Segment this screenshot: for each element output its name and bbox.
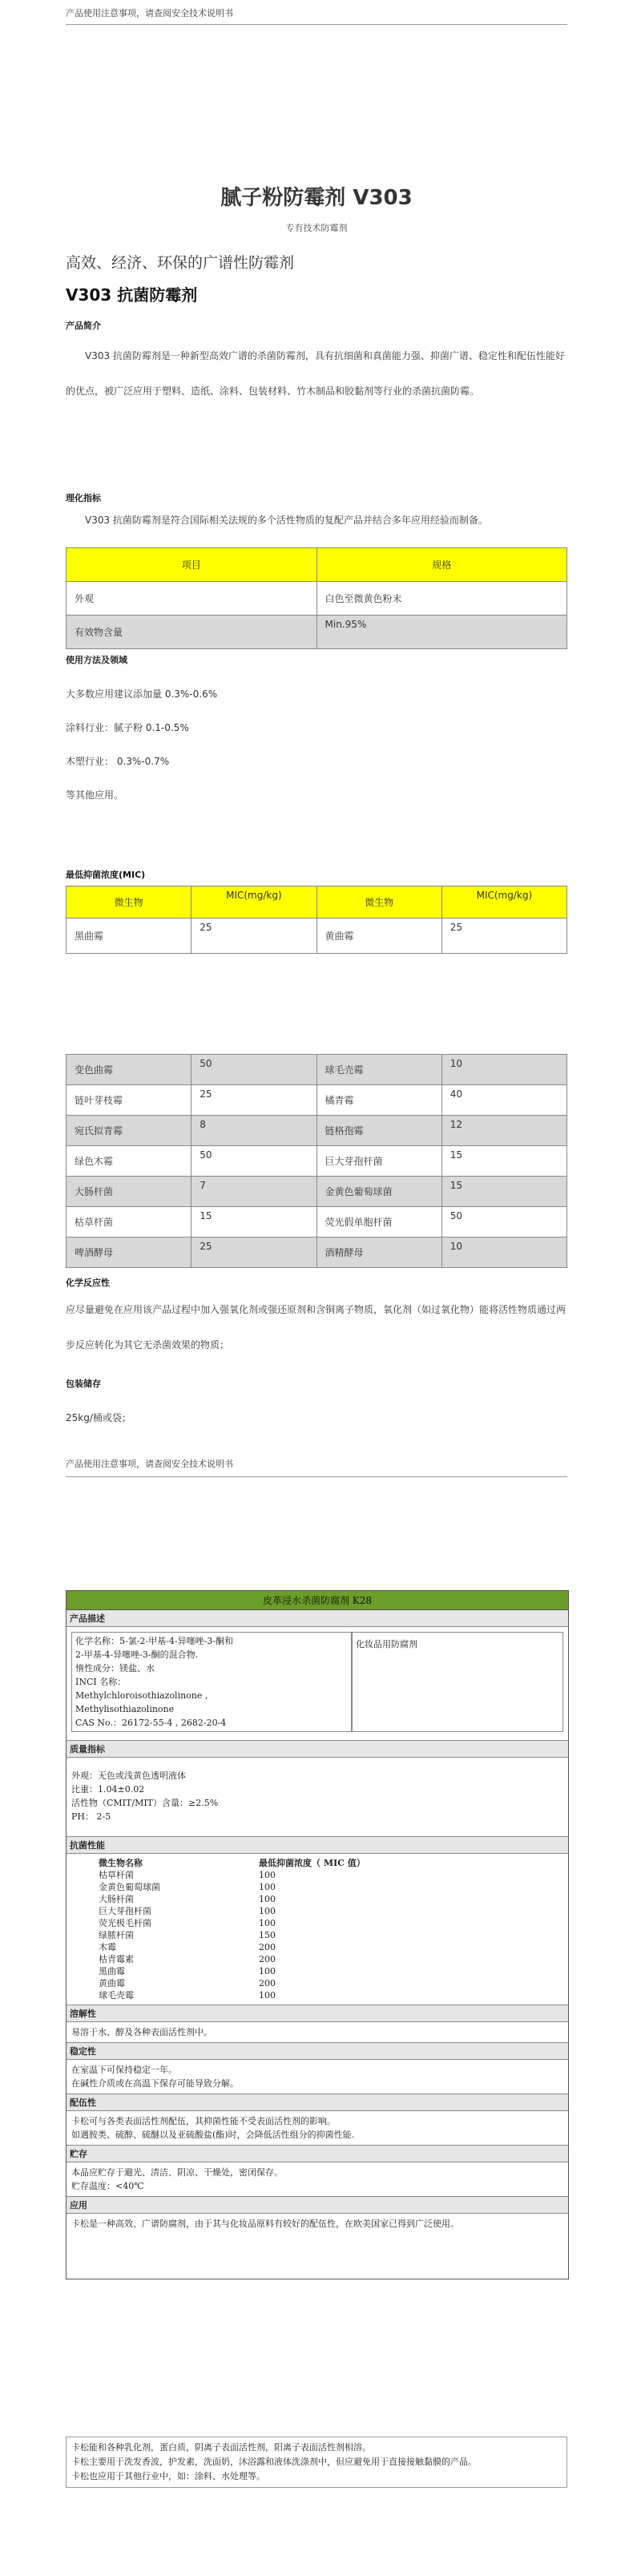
k28-datasheet [66, 1590, 569, 2279]
mic-cell: 15 [192, 1207, 316, 1238]
k28-footer-line: 卡松主要用于洗发香波，护发素，洗面奶，沐浴露和液体洗涤剂中，但应避免用于直接接触黏膜的产品。 [71, 2457, 477, 2467]
k28-antimicrobial-row [99, 1989, 563, 2001]
k28-mic: 100 [259, 1990, 276, 2001]
k28-storage-label: 贮存 [67, 2145, 568, 2162]
k28-antimicrobial-row [99, 1965, 563, 1977]
k28-mic: 100 [259, 1882, 276, 1892]
mic-cell: 8 [192, 1116, 316, 1146]
mic-header: 微生物 [67, 886, 192, 919]
k28-desc-label: 产品描述 [67, 1610, 568, 1627]
k28-col-organism: 微生物名称 [99, 1858, 143, 1868]
k28-organism: 绿脓杆菌 [99, 1930, 134, 1940]
k28-mic: 150 [259, 1930, 276, 1940]
k28-organism: 枯青霉素 [99, 1954, 134, 1964]
physchem-table [66, 547, 567, 649]
mic-cell: 10 [441, 1238, 566, 1268]
k28-application-label: 应用 [67, 2196, 568, 2214]
k28-antimicrobial-row [99, 1929, 563, 1941]
mic-cell: 荧光假单胞杆菌 [316, 1207, 441, 1238]
k28-desc-line: 2-甲基-4-异噻唑-3-酮的混合物. [75, 1649, 199, 1660]
page-title: 腻子粉防霉剂 V303 [220, 186, 413, 210]
k28-mic: 100 [259, 1966, 276, 1976]
k28-compat-line: 卡松可与各类表面活性剂配伍，其抑菌性能不受表面活性剂的影响。 [71, 2116, 336, 2126]
k28-antimicrobial-row [99, 1953, 563, 1965]
k28-antimicrobial-row [99, 1977, 563, 1989]
k28-desc-line: 化学名称：5-氯-2-甲基-4-异噻唑-3-酮和 [75, 1636, 234, 1646]
mic-cell: 酒精酵母 [316, 1238, 441, 1268]
k28-quality-block [67, 1758, 568, 1836]
mic-label: 最低抑菌浓度(MIC) [66, 870, 146, 880]
mic-cell: 50 [192, 1055, 316, 1085]
storage-label: 包装储存 [66, 1379, 101, 1389]
mic-cell: 25 [192, 1085, 316, 1116]
mic-cell: 7 [192, 1177, 316, 1207]
k28-compat-line: 如遇胺类、硫醇、硫醚以及亚硫酸盐(酯)时，会降低活性组分的抑菌性能. [71, 2130, 355, 2140]
mic-cell: 宛氏拟青霉 [67, 1116, 192, 1146]
k28-footer-line: 卡松能和各种乳化剂，蛋白质，阴离子表面活性剂，阳离子表面活性剂相溶。 [71, 2442, 371, 2453]
mic-cell: 25 [192, 919, 316, 954]
k28-desc-line: CAS No.：26172-55-4 , 2682-20-4 [75, 1718, 227, 1728]
mic-cell: 啤酒酵母 [67, 1238, 192, 1268]
mic-cell: 10 [441, 1055, 566, 1085]
k28-organism: 巨大芽孢杆菌 [99, 1906, 151, 1916]
k28-antimicrobial-row [99, 1893, 563, 1905]
usage-line: 大多数应用建议添加量 0.3%-0.6% [66, 688, 218, 700]
k28-antimicrobial-header [99, 1857, 563, 1869]
k28-mic: 100 [259, 1918, 276, 1928]
mic-cell: 黑曲霉 [67, 919, 192, 954]
mic-header: MIC(mg/kg) [192, 886, 316, 919]
mic-cell: 链格孢霉 [316, 1116, 441, 1146]
k28-col-mic: 最低抑菌浓度（ MIC 值） [259, 1858, 365, 1868]
mic-cell: 25 [192, 1238, 316, 1268]
k28-footer-notes [66, 2437, 567, 2488]
physchem-cell: 白色至微黄色粉末 [316, 582, 567, 616]
mic-cell: 黄曲霉 [316, 919, 441, 954]
k28-compat-block [67, 2111, 568, 2145]
mic-cell: 15 [441, 1177, 566, 1207]
intro-label: 产品简介 [66, 321, 101, 331]
k28-organism: 木霉 [99, 1942, 116, 1952]
mic-cell: 50 [441, 1207, 566, 1238]
k28-mic: 100 [259, 1906, 276, 1916]
k28-mic: 100 [259, 1870, 276, 1880]
usage-line: 涂料行业：腻子粉 0.1-0.5% [66, 722, 189, 733]
k28-quality-line: 活性物（CMIT/MIT）含量：≥2.5% [71, 1798, 219, 1808]
mic-cell: 40 [441, 1085, 566, 1116]
footer-divider [66, 1476, 567, 1477]
k28-antimicrobial-row [99, 1869, 563, 1881]
k28-organism: 黑曲霉 [99, 1966, 125, 1976]
footer-note: 产品使用注意事项，请查阅安全技术说明书 [66, 1459, 233, 1469]
k28-mic: 200 [259, 1942, 276, 1952]
k28-solubility-label: 溶解性 [67, 2005, 568, 2022]
mic-cell: 链叶芽枝霉 [67, 1085, 192, 1116]
k28-stability-line: 在碱性介质或在高温下保存可能导致分解。 [71, 2078, 239, 2089]
mic-cell: 12 [441, 1116, 566, 1146]
mic-cell: 球毛壳霉 [316, 1055, 441, 1085]
mic-cell: 橘青霉 [316, 1085, 441, 1116]
usage-line: 等其他应用。 [66, 789, 124, 801]
intro-text: V303 抗菌防霉剂是一种新型高效广谱的杀菌防霉剂，具有抗细菌和真菌能力强、抑菌广谱、稳定性和配伍性能好的优点，被广泛应用于塑料、造纸、涂料、包装材料、竹木制品和胶黏剂等行业的杀菌抗菌防霉。 [66, 350, 565, 397]
k28-antimicrobial-table [67, 1854, 568, 2005]
physchem-cell: 外观 [67, 582, 317, 616]
page-subtitle: 专有技术防霉剂 [285, 223, 348, 233]
k28-organism: 大肠杆菌 [99, 1894, 134, 1904]
k28-organism: 荧光极毛杆菌 [99, 1918, 151, 1928]
reactivity-label: 化学反应性 [66, 1278, 110, 1288]
physchem-header-item: 项目 [67, 548, 317, 582]
k28-desc-line: Methylisothiazolinone [75, 1704, 175, 1714]
k28-desc-left [71, 1632, 352, 1732]
k28-organism: 枯草杆菌 [99, 1870, 134, 1880]
k28-organism: 球毛壳霉 [99, 1990, 134, 2001]
k28-desc-line: Methylchloroisothiazolinone , [75, 1690, 208, 1701]
mic-table-header [66, 886, 567, 954]
k28-mic: 100 [259, 1894, 276, 1904]
k28-footer-line: 卡松也应用于其他行业中，如：涂料、水处理等。 [71, 2471, 265, 2481]
k28-organism: 黄曲霉 [99, 1978, 125, 1989]
mic-cell: 25 [441, 919, 566, 954]
product-heading: V303 抗菌防霉剂 [66, 285, 198, 305]
k28-quality-line: 外观：无色或浅黄色透明液体 [71, 1770, 186, 1781]
k28-storage-block [67, 2162, 568, 2196]
k28-desc-right: 化妆品用防腐剂 [352, 1632, 563, 1732]
mic-cell: 巨大芽孢杆菌 [316, 1146, 441, 1177]
k28-quality-line: PH： 2-5 [71, 1811, 111, 1822]
k28-application-text: 卡松是一种高效、广谱防腐剂，由于其与化妆品原料有较好的配伍性，在欧美国家已得到广泛使用。 [71, 2219, 459, 2229]
mic-cell: 枯草杆菌 [67, 1207, 192, 1238]
storage-text: 25kg/桶或袋； [66, 1412, 131, 1423]
k28-desc-line: INCI 名称： [75, 1677, 127, 1687]
k28-organism: 金黄色葡萄球菌 [99, 1882, 160, 1892]
k28-stability-label: 稳定性 [67, 2042, 568, 2060]
mic-header: 微生物 [316, 886, 441, 919]
mic-cell: 变色曲霉 [67, 1055, 192, 1085]
k28-storage-line: 贮存温度：<40℃ [71, 2181, 144, 2191]
k28-antimicrobial-row [99, 1905, 563, 1917]
usage-label: 使用方法及领域 [66, 655, 127, 665]
k28-quality-label: 质量指标 [67, 1740, 568, 1758]
physchem-text: V303 抗菌防霉剂是符合国际相关法规的多个活性物质的复配产品并结合多年应用经验而制备。 [85, 515, 488, 526]
reactivity-text: 应尽量避免在应用该产品过程中加入强氧化剂或强还原剂和含铜离子物质，氧化剂（如过氧化物）能将活性物质通过两步反应转化为其它无杀菌效果的物质； [66, 1304, 566, 1351]
mic-cell: 15 [441, 1146, 566, 1177]
k28-title: 皮革浸水杀菌防腐剂 K28 [67, 1591, 568, 1610]
header-divider [66, 24, 567, 25]
k28-solubility-text: 易溶于水、醇及各种表面活性剂中。 [71, 2027, 212, 2037]
physchem-label: 理化指标 [66, 493, 101, 503]
k28-antimicrobial-row [99, 1917, 563, 1929]
mic-header: MIC(mg/kg) [441, 886, 566, 919]
physchem-cell: 有效物含量 [67, 616, 317, 649]
mic-cell: 绿色木霉 [67, 1146, 192, 1177]
k28-mic: 200 [259, 1954, 276, 1964]
usage-line: 木塑行业： 0.3%-0.7% [66, 756, 170, 767]
k28-quality-line: 比重：1.04±0.02 [71, 1784, 145, 1795]
k28-antimicrobial-label: 抗菌性能 [67, 1836, 568, 1854]
physchem-cell: Min.95% [316, 616, 567, 649]
k28-compat-label: 配伍性 [67, 2094, 568, 2111]
mic-cell: 大肠杆菌 [67, 1177, 192, 1207]
k28-antimicrobial-row [99, 1881, 563, 1893]
k28-desc-block [67, 1627, 568, 1740]
slogan: 高效、经济、环保的广谱性防霉剂 [66, 254, 295, 272]
k28-stability-block [67, 2060, 568, 2094]
header-note: 产品使用注意事项，请查阅安全技术说明书 [66, 8, 233, 18]
k28-antimicrobial-row [99, 1941, 563, 1953]
mic-cell: 50 [192, 1146, 316, 1177]
k28-desc-line: 惰性成分：镁盐、水 [75, 1663, 155, 1674]
k28-stability-line: 在室温下可保持稳定一年。 [71, 2065, 177, 2075]
k28-storage-line: 本品应贮存于避光、清洁、阴凉、干燥处，密闭保存。 [71, 2167, 283, 2178]
k28-mic: 200 [259, 1978, 276, 1989]
physchem-header-spec: 规格 [316, 548, 567, 582]
mic-table [66, 1054, 567, 1268]
mic-cell: 金黄色葡萄球菌 [316, 1177, 441, 1207]
